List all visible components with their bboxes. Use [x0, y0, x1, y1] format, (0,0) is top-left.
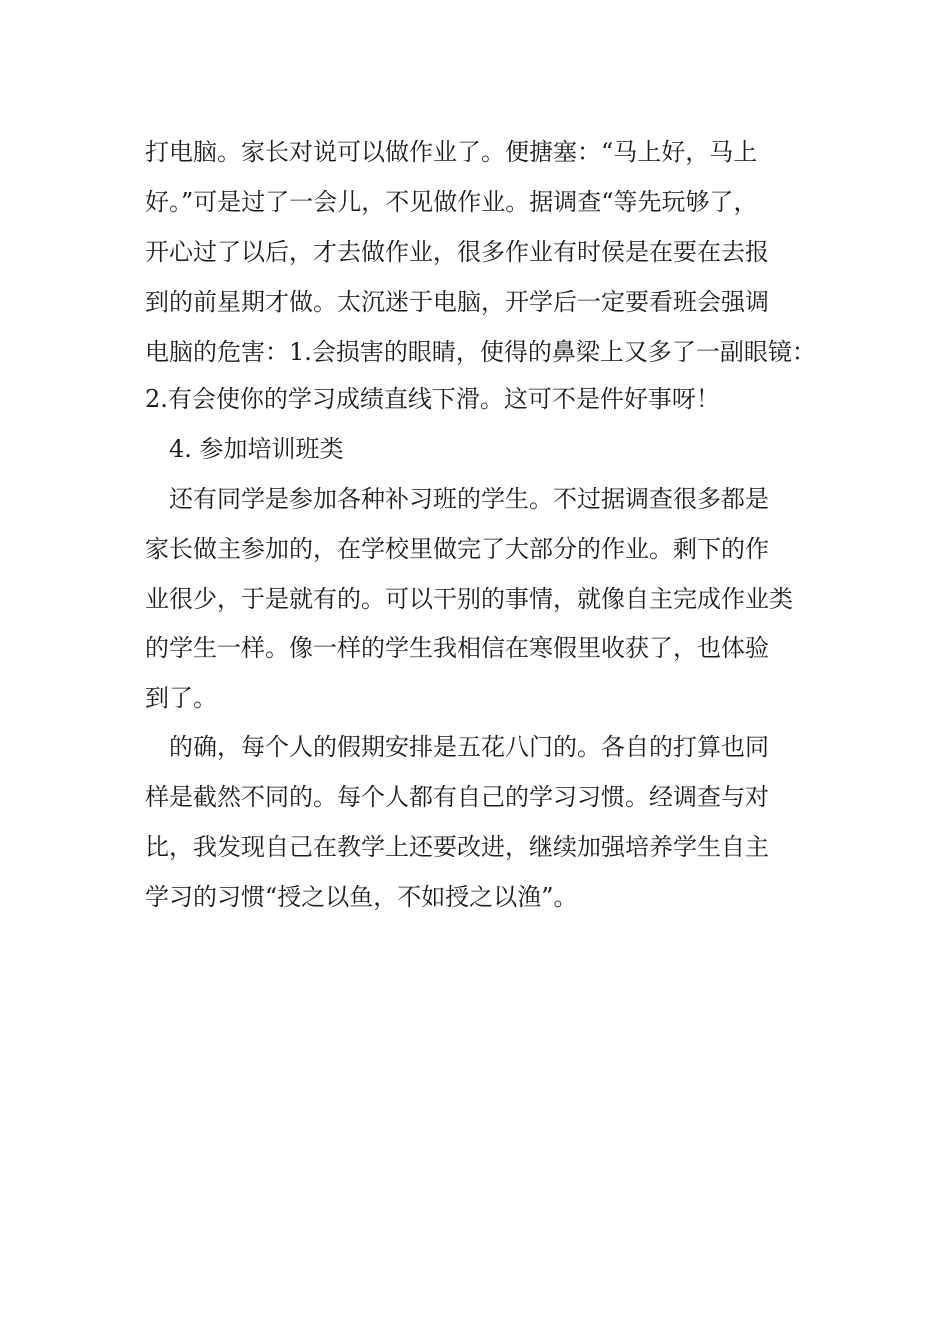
- paragraph-line: 好。”可是过了一会儿，不见做作业。据调查“等先玩够了，: [145, 188, 758, 216]
- section-heading: 4. 参加培训班类: [169, 435, 344, 463]
- paragraph-line: 的学生一样。像一样的学生我相信在寒假里收获了，也体验: [145, 634, 769, 662]
- paragraph-line: 学习的习惯“授之以鱼，不如授之以渔”。: [145, 883, 578, 911]
- paragraph-line: 到的前星期才做。太沉迷于电脑，开学后一定要看班会强调: [145, 288, 769, 316]
- paragraph-line: 电脑的危害：1.会损害的眼睛，使得的鼻梁上又多了一副眼镜：: [145, 338, 816, 366]
- paragraph-line: 开心过了以后，才去做作业，很多作业有时侯是在要在去报: [145, 238, 769, 266]
- paragraph-line: 的确，每个人的假期安排是五花八门的。各自的打算也同: [169, 733, 769, 761]
- paragraph-line: 打电脑。家长对说可以做作业了。便搪塞：“马上好，马上: [145, 138, 758, 166]
- paragraph-line: 到了。: [145, 684, 217, 712]
- paragraph-line: 2.有会使你的学习成绩直线下滑。这可不是件好事呀！: [145, 385, 720, 413]
- paragraph-line: 家长做主参加的，在学校里做完了大部分的作业。剩下的作: [145, 535, 769, 563]
- paragraph-line: 还有同学是参加各种补习班的学生。不过据调查很多都是: [169, 485, 769, 513]
- paragraph-line: 业很少，于是就有的。可以干别的事情，就像自主完成作业类: [145, 585, 793, 613]
- paragraph-line: 比，我发现自己在教学上还要改进，继续加强培养学生自主: [145, 833, 769, 861]
- paragraph-line: 样是截然不同的。每个人都有自己的学习习惯。经调查与对: [145, 783, 769, 811]
